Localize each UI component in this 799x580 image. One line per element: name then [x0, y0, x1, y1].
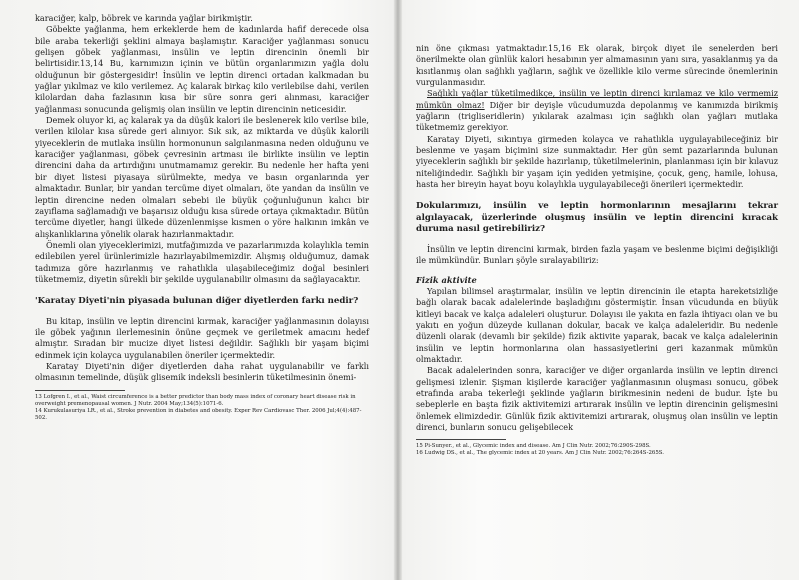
paragraph: Demek oluyor ki, aç kalarak ya da düşük kalori ile beslenerek kilo verilse bile, verilen kilolar kısa sürede geri alınıyor. Sık sık, az miktarda ve düşük kalorili yiyeceklerin de mutlaka insülin hormonunun salgılanmasına neden olduğunu ve karaciğer yağlanması, göbek çevresinin artması ile birlikte insülin ve leptin direncini daha da artırdığını unutmamamız gerekir. Bu nedenle her hafta yeni bir diyet listesi piyasaya sürülmekte, medya ve basın organlarında yer almaktadır. Bunlar, bir yandan tercüme diyet olmaları, öte yandan da insülin ve leptin direncine neden olmaları sebebi ile büyük çoğunluğunun kalıcı bir zayıflama sağlamadığı ve başarısız olduğu kısa sürede ortaya çıkmaktadır. Bütün tercüme diyetler, hangi ülkede düzenlenmişse kısmen o yöre halkının imkân ve alışkanlıklarına yönelik olarak hazırlanmaktadır. — [35, 115, 369, 239]
left-text-column — [35, 13, 369, 422]
right-text-column — [416, 43, 778, 457]
paragraph-text: Diğer bir deyişle vücudumuzda depolanmış ve kanımızda birikmiş yağların (trigliseridlerin) yıkılarak azalması için sağlıklı olan yağları mutlaka tüketmemiz gerekiyor. — [416, 99, 778, 133]
left-page — [0, 0, 396, 580]
paragraph: Bacak adalelerinden sonra, karaciğer ve diğer organlarda insülin ve leptin direnci gelişmesi izlenir. Şişman kişilerde karaciğer yağlanmasının oluşması sonucu, göbek etrafında araba tekerleği şeklinde yağların birikmesinin nedeni de budur. İşte bu sebeplerle en başta fizik aktivitemizi artırarak insülin ve leptin direncinin gelişmesini önlemek elimizdedir. Günlük fizik aktivitemizi artırarak, oluşmuş olan insülin ve leptin direnci, bunların sonucu gelişebilecek — [416, 365, 778, 433]
section-heading: Dokularımızı, insülin ve leptin hormonlarının mesajlarını tekrar algılayacak, üzerlerinde oluşmuş insülin ve leptin direncini kıracak duruma nasıl getirebiliriz? — [416, 201, 778, 235]
subheading: Fizik aktivite — [416, 274, 477, 285]
footnote-divider — [416, 439, 506, 440]
paragraph — [416, 88, 778, 133]
paragraph: karaciğer, kalp, böbrek ve karında yağlar birikmiştir. — [35, 13, 253, 23]
footnote: 14 Kurukulasuriya LR., et al., Stroke prevention in diabetes and obesity. Exper Rev Cardiovasc Ther. 2006 Jul;4(4):487-502. — [35, 407, 362, 421]
paragraph: İnsülin ve leptin direncini kırmak, birden fazla yaşam ve beslenme biçimi değişikliği ile mümkündür. Bunları şöyle sıralayabiliriz: — [416, 243, 778, 266]
footnote: 16 Ludwig DS., et al., The glycemic index at 20 years. Am J Clin Nutr. 2002;76:264S-265S. — [416, 450, 664, 457]
paragraph: Bu kitap, insülin ve leptin direncini kırmak, karaciğer yağlanmasının dolayısı ile göbek yağının ilerlemesinin önüne geçmek ve geriletmek amacını hedef almıştır. Sıradan bir mucize diyet listesi değildir. Sağlıklı bir yaşam biçimi edinmek için kolayca uygulanabilen öneriler içermektedir. — [35, 315, 369, 360]
paragraph: Karatay Diyeti, sıkıntıya girmeden kolayca ve rahatlıkla uygulayabileceğiniz bir beslenme ve yaşam biçimini size sunmaktadır. Her gün semt pazarlarında bulunan yiyeceklerin sağlıklı bir şekilde hazırlanıp, tüketilmelerinin, planlanması için bir kılavuz niteliğindedir. Sağlıklı bir yaşam için yediden yetmişine, çocuk, genç, hamile, lohusa, hasta her bireyin hayat boyu kolaylıkla uygulayabileceği önerileri içermektedir. — [416, 133, 778, 190]
underlined-sentence: Sağlıklı yağlar tüketilmedikçe, insülin ve leptin direnci kırılamaz ve kilo vermemiz mümkün olmaz! — [416, 88, 778, 110]
paragraph: Karatay Diyeti'nin diğer diyetlerden daha rahat uygulanabilir ve farklı olmasının temelinde, düşük glisemik indeksli besinlerin tüketilmesinin önemi- — [35, 361, 369, 383]
paragraph: nin öne çıkması yatmaktadır.15,16 Ek olarak, birçok diyet ile senelerden beri önerilmekte olan günlük kalori hesabının yer almamasının yanı sıra, yasaklanmış ya da kısıtlanmış olan sağlıklı yağların, sağlık ve özellikle kilo verme sürecinde önemlerinin vurgulanmasıdır. — [416, 43, 778, 88]
section-heading: 'Karatay Diyeti'nin piyasada bulunan diğer diyetlerden farkı nedir? — [35, 296, 359, 307]
paragraph: Göbekte yağlanma, hem erkeklerde hem de kadınlarda hafif derecede olsa bile araba tekerliği şeklini almaya başlamıştır. Karaciğer yağlanması sonucu gelişen göbek yağlanması, insülin ve leptin direncinin önemli bir belirtisidir.13,14 Bu, karnımızın içinin ve bütün organlarımızın yağla dolu olduğunun bir göstergesidir! İnsülin ve leptin direnci ortadan kalkmadan bu yağlar yıkılmaz ve kilo verilemez. Aç kalarak birkaç kilo verilebilse dahi, verilen kilolardan daha fazlasının kısa bir süre sonra geri alınması, karaciğer yağlanması sonucunda gelişmiş olan insülin ve leptin direncinin neticesidir. — [35, 24, 369, 114]
footnote: 15 Pi-Sunyer., et al., Glycemic index and disease. Am J Clin Nutr. 2002;76:290S-298S. — [416, 443, 651, 450]
footnote: 13 Lofgren I., et al., Waist circumference is a better predictor than body mass index of coronary heart disease risk in overweight premenopausal women. J Nutr. 2004 May;134(5):1071-6. — [35, 393, 356, 407]
paragraph: Yapılan bilimsel araştırmalar, insülin ve leptin direncinin ile etapta hareketsizliğe bağlı olarak bacak adalelerinde başladığını göstermiştir. İnsan vücudunda en büyük kitleyi bacak ve kalça adaleleri oluşturur. Dolayısı ile yakıta en fazla ihtiyacı olan ve bu yakıtı en yoğun düzeyde kullanan dokular, bacak ve kalça adaleleridir. Bu nedenle düzenli olarak (devamlı bir şekilde) fizik aktivite yaparak, bacak ve kalça adalelerinin insülin ve leptin hormonlarına olan hassasiyetlerini geri kazanmak mümkün olmaktadır. — [416, 286, 778, 365]
paragraph: Önemli olan yiyeceklerimizi, mutfağımızda ve pazarlarımızda kolaylıkla temin edilebilen yerel ürünlerimizle hazırlayabilmemizdir. Alışmış olduğumuz, damak tadımıza göre hazırlanmış ve rahatlıkla ulaşabileceğimiz doğal besinleri tüketmemiz, diyetin sürekli bir şekilde uygulanabilir olmasını da sağlayacaktır. — [35, 239, 369, 284]
right-page — [404, 0, 799, 580]
footnote-divider — [35, 390, 125, 391]
